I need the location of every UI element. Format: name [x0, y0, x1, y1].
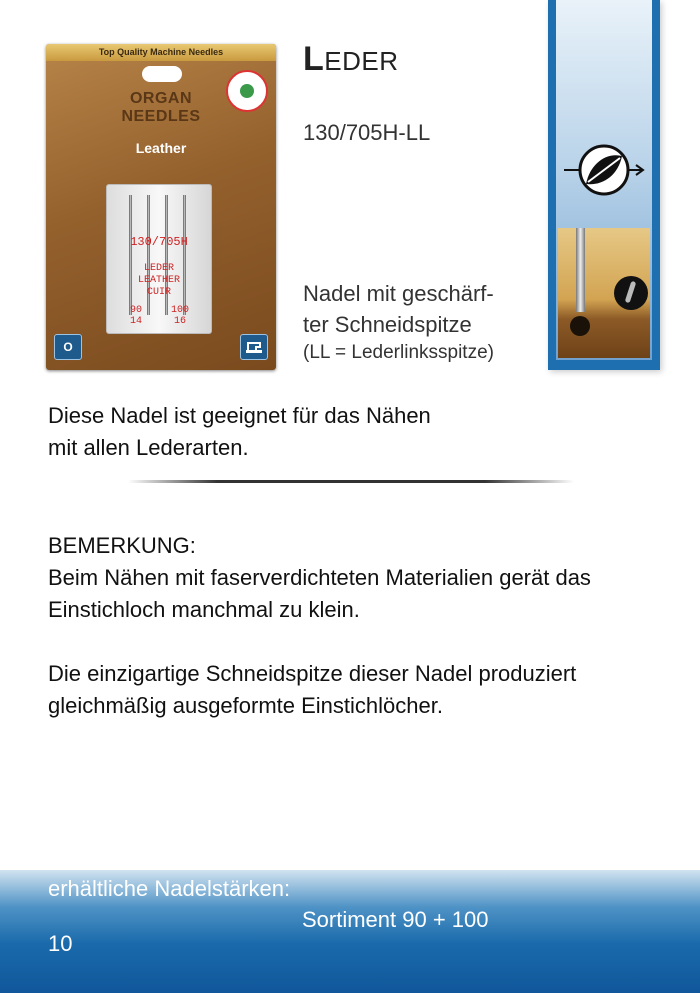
needle-window [106, 184, 212, 334]
window-line: LEATHER [137, 275, 180, 286]
intro-text: Diese Nadel ist geeignet für das Nähen mit allen Lederarten. [48, 403, 431, 460]
window-size: 90 [129, 305, 142, 316]
needle-point-symbol-icon [562, 142, 646, 198]
product-package [46, 44, 276, 370]
panel-bottom-bar [548, 360, 660, 370]
needle-code: 130/705H-LL [303, 120, 431, 145]
page-title: LEDER [303, 40, 399, 78]
needle-point-panel [548, 0, 660, 370]
quality-seal-icon [226, 70, 268, 112]
package-brand: ORGAN NEEDLES [121, 90, 201, 125]
window-code: 130/705H [130, 235, 188, 249]
package-hang-hole [142, 66, 182, 82]
remark-paragraph: Beim Nähen mit faserverdichteten Materialien gerät das Einstichloch manchmal zu klein. [48, 565, 591, 622]
needle-description: Nadel mit geschärf- ter Schneidspitze (LL = Lederlinksspitze) [303, 281, 494, 363]
window-size: 100 [170, 305, 189, 316]
cut-point-detail [614, 276, 648, 310]
package-badge-o: O [54, 334, 82, 360]
divider [128, 480, 574, 483]
package-top-band: Top Quality Machine Needles [46, 44, 276, 61]
window-line: CUIR [146, 287, 171, 298]
remark-paragraph: Die einzigartige Schneidspitze dieser Nadel produziert gleichmäßig ausgeformte Einstichlöcher. [48, 661, 577, 718]
footer-bar [0, 870, 700, 993]
remark-heading: BEMERKUNG: [48, 533, 196, 558]
window-nm-size: 16 [173, 316, 186, 327]
remark-section [48, 530, 668, 754]
page-number: 10 [48, 931, 73, 956]
panel-edge [652, 0, 660, 370]
sewing-machine-icon [240, 334, 268, 360]
window-nm-size: 14 [129, 316, 142, 327]
package-type: Leather [135, 140, 187, 156]
available-sizes-value: Sortiment 90 + 100 [302, 907, 489, 932]
available-sizes-label: erhältliche Nadelstärken: [48, 876, 291, 901]
stitch-hole [570, 316, 590, 336]
needle-point-photo [558, 228, 650, 358]
needle-shaft [576, 228, 585, 312]
window-line: LEDER [143, 263, 174, 274]
panel-edge [548, 0, 556, 370]
